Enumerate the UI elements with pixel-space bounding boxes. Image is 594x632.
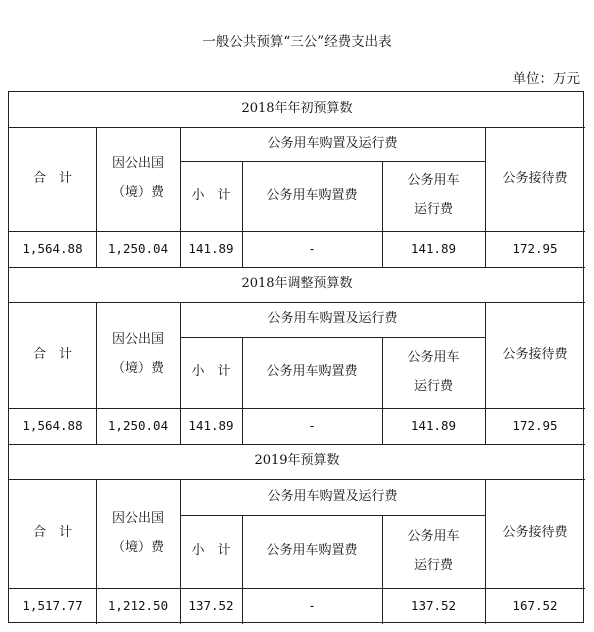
header-abroad bbox=[96, 302, 180, 408]
header-operation-line: 运行费 bbox=[413, 378, 453, 394]
header-abroad bbox=[96, 479, 180, 588]
header-abroad-line: （境）费 bbox=[111, 539, 164, 555]
header-abroad-line: （境）费 bbox=[111, 361, 164, 376]
header-operation-line: 公务用车 bbox=[407, 528, 460, 544]
header-reception: 公务接待费 bbox=[502, 525, 568, 541]
value-reception: 172.95 bbox=[512, 241, 558, 257]
section-caption: 2019年预算数 bbox=[254, 453, 340, 469]
header-subtotal: 小 计 bbox=[191, 187, 231, 203]
header-purchase: 公务用车购置费 bbox=[266, 187, 358, 203]
header-subtotal: 小 计 bbox=[191, 364, 231, 380]
header-abroad-line: 因公出国 bbox=[111, 156, 164, 172]
grid-line bbox=[9, 444, 585, 445]
grid-line bbox=[9, 267, 585, 268]
value-abroad: 1,212.50 bbox=[107, 598, 169, 614]
header-reception: 公务接待费 bbox=[502, 170, 568, 186]
header-operation bbox=[382, 337, 485, 408]
header-purchase: 公务用车购置费 bbox=[266, 364, 358, 380]
unit-label: 单位：万元 bbox=[512, 71, 580, 87]
value-operation: 141.89 bbox=[410, 418, 457, 434]
header-total: 合 计 bbox=[32, 346, 72, 362]
header-abroad-line: （境）费 bbox=[111, 185, 164, 200]
header-vehicle-group: 公务用车购置及运行费 bbox=[267, 135, 398, 151]
value-subtotal: 141.89 bbox=[188, 241, 234, 257]
header-vehicle-group: 公务用车购置及运行费 bbox=[267, 488, 398, 504]
header-operation-line: 公务用车 bbox=[407, 349, 460, 365]
header-abroad-line: 因公出国 bbox=[111, 510, 164, 526]
value-purchase: - bbox=[308, 598, 316, 614]
value-purchase: - bbox=[308, 241, 316, 257]
value-subtotal: 137.52 bbox=[188, 598, 234, 614]
header-vehicle-group: 公务用车购置及运行费 bbox=[267, 311, 398, 327]
header-reception: 公务接待费 bbox=[502, 346, 568, 362]
header-operation-line: 公务用车 bbox=[407, 173, 460, 189]
header-total: 合 计 bbox=[32, 170, 72, 186]
value-purchase: - bbox=[308, 418, 316, 434]
header-operation bbox=[382, 161, 485, 231]
value-operation: 137.52 bbox=[410, 598, 457, 614]
header-subtotal: 小 计 bbox=[191, 543, 231, 559]
value-subtotal: 141.89 bbox=[188, 418, 234, 434]
value-total: 1,564.88 bbox=[22, 241, 83, 257]
header-total: 合 计 bbox=[32, 525, 72, 541]
value-reception: 167.52 bbox=[512, 598, 558, 614]
value-operation: 141.89 bbox=[410, 241, 457, 257]
expense-table bbox=[8, 91, 584, 623]
value-abroad: 1,250.04 bbox=[107, 241, 169, 257]
section-caption: 2018年年初预算数 bbox=[241, 101, 353, 117]
header-abroad-line: 因公出国 bbox=[111, 332, 164, 348]
value-reception: 172.95 bbox=[512, 418, 558, 434]
header-abroad bbox=[96, 127, 180, 231]
page-title: 一般公共预算“三公”经费支出表 bbox=[202, 34, 392, 50]
header-operation-line: 运行费 bbox=[413, 557, 453, 573]
header-operation bbox=[382, 515, 485, 588]
value-abroad: 1,250.04 bbox=[107, 418, 169, 434]
header-purchase: 公务用车购置费 bbox=[266, 543, 358, 559]
value-total: 1,517.77 bbox=[22, 598, 83, 614]
value-total: 1,564.88 bbox=[22, 418, 83, 434]
section-caption: 2018年调整预算数 bbox=[241, 276, 353, 292]
header-operation-line: 运行费 bbox=[413, 202, 453, 217]
